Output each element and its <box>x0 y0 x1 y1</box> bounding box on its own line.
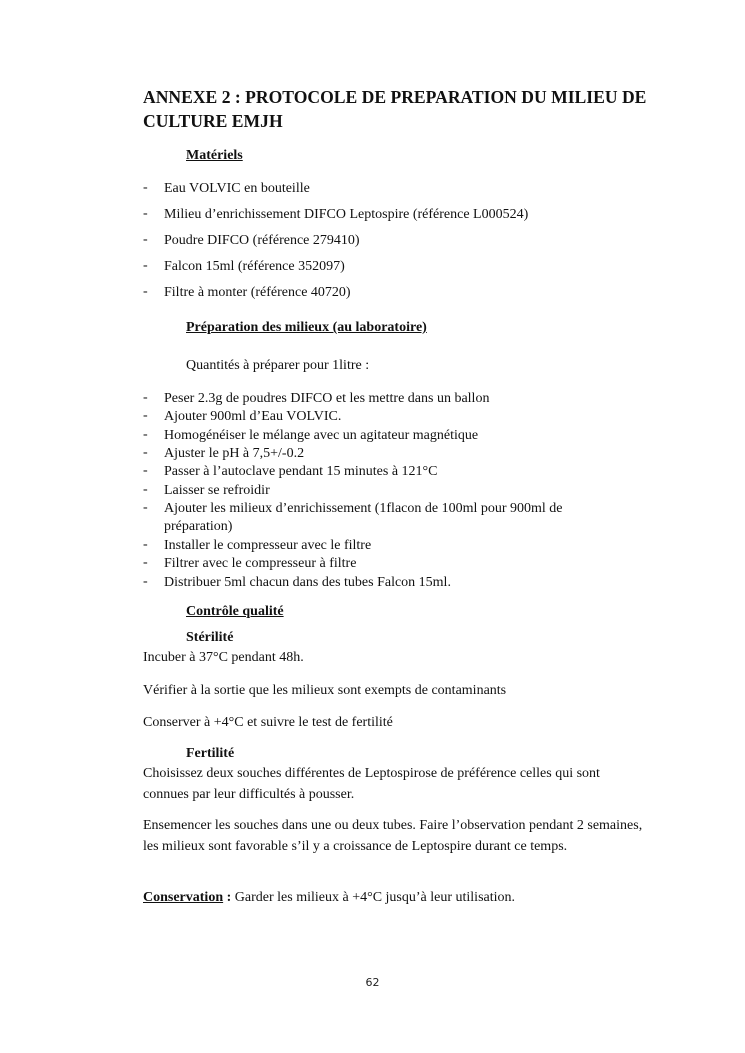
list-item-text: Eau VOLVIC en bouteille <box>164 181 310 196</box>
page-title: ANNEXE 2 : PROTOCOLE DE PREPARATION DU MILIEU DE CULTURE EMJH <box>143 87 647 131</box>
conservation-text: Garder les milieux à +4°C jusqu’à leur utilisation. <box>231 890 516 905</box>
list-item-text: Ajouter 900ml d’Eau VOLVIC. <box>164 409 342 424</box>
list-item-text: Ajuster le pH à 7,5+/-0.2 <box>164 446 305 461</box>
sterility-paragraph: Vérifier à la sortie que les milieux sont exempts de contaminants <box>143 683 507 698</box>
preparation-heading: Préparation des milieux (au laboratoire) <box>186 320 427 335</box>
list-item-text: Filtre à monter (référence 40720) <box>164 285 351 300</box>
page-number: 62 <box>365 976 380 989</box>
list-item-text: Distribuer 5ml chacun dans des tubes Falcon 15ml. <box>164 575 451 590</box>
fertility-heading: Fertilité <box>186 746 235 761</box>
list-item-text: Poudre DIFCO (référence 279410) <box>164 233 360 248</box>
conservation-paragraph <box>143 888 643 909</box>
list-item-text: Installer le compresseur avec le filtre <box>164 538 372 553</box>
fertility-paragraph: Choisissez deux souches différentes de Leptospirose de préférence celles qui sont connues par leur difficultés à pousser. <box>143 766 600 802</box>
materials-heading: Matériels <box>186 148 243 163</box>
fertility-paragraph: Ensemencer les souches dans une ou deux tubes. Faire l’observation pendant 2 semaines, les milieux sont favorable s’il y a croissance de Leptospire durant ce temps. <box>143 818 643 854</box>
quantities-text: Quantités à préparer pour 1litre : <box>186 358 370 373</box>
list-item-text: Filtrer avec le compresseur à filtre <box>164 556 357 571</box>
sterility-paragraph: Conserver à +4°C et suivre le test de fertilité <box>143 715 393 730</box>
conservation-separator: : <box>223 890 232 905</box>
list-item-text: Passer à l’autoclave pendant 15 minutes à 121°C <box>164 464 438 479</box>
list-item-text: Milieu d’enrichissement DIFCO Leptospire (référence L000524) <box>164 207 529 222</box>
conservation-label: Conservation <box>143 890 224 905</box>
sterility-paragraph: Incuber à 37°C pendant 48h. <box>143 650 304 665</box>
sterility-heading: Stérilité <box>186 630 234 645</box>
list-item-text: Peser 2.3g de poudres DIFCO et les mettre dans un ballon <box>164 391 490 406</box>
list-item-text: Laisser se refroidir <box>164 483 270 498</box>
quality-heading: Contrôle qualité <box>186 604 284 619</box>
list-item-text: Falcon 15ml (référence 352097) <box>164 259 345 274</box>
list-item-text: Ajouter les milieux d’enrichissement (1flacon de 100ml pour 900ml de préparation) <box>164 501 563 534</box>
list-item-text: Homogénéiser le mélange avec un agitateur magnétique <box>164 428 479 443</box>
